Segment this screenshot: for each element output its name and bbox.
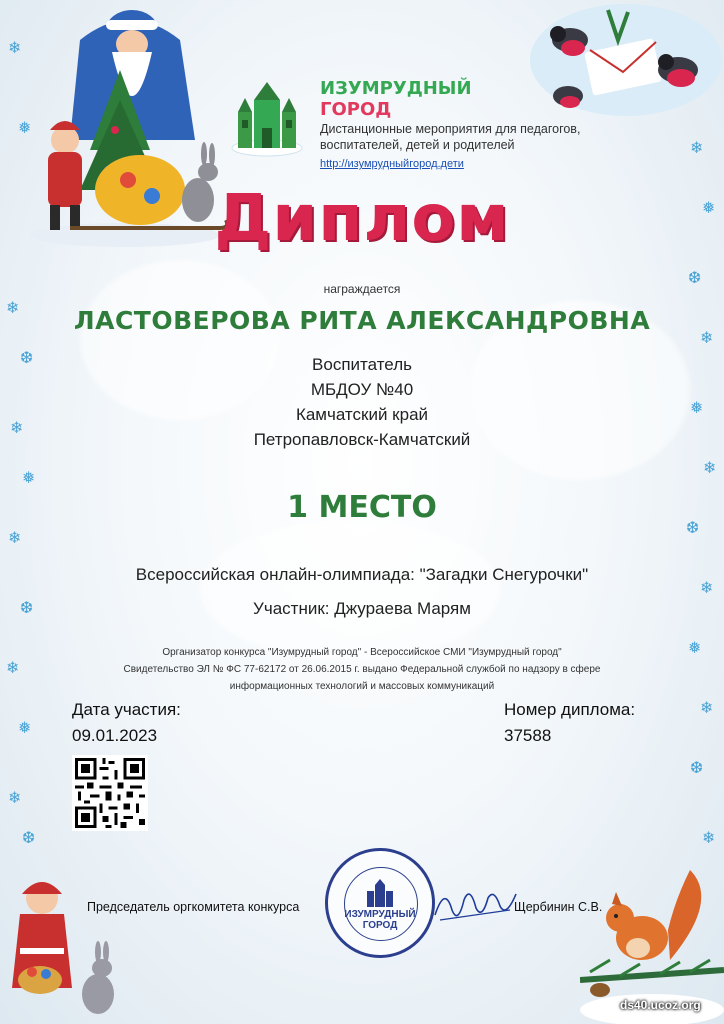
- participant-name: Участник: Джураева Марям: [253, 599, 471, 618]
- recipient-name: ЛАСТОВЕРОВА РИТА АЛЕКСАНДРОВНА: [73, 306, 651, 335]
- bullfinches-illustration: [528, 0, 724, 120]
- website-link[interactable]: http://изумрудныйгород.дети: [320, 158, 464, 170]
- handwritten-signature: [430, 880, 520, 930]
- emerald-castle-logo-icon: [230, 78, 304, 158]
- stamp-castle-icon: [365, 879, 395, 909]
- logo-title-line2: ГОРОД: [320, 99, 392, 120]
- organizer-line2: Свидетельство ЭЛ № ФС 77-62172 от 26.06.2015 г. выдано Федеральной службой по надзору в сфере: [123, 664, 601, 675]
- event-name: Всероссийская онлайн-олимпиада: "Загадки Снегурочки": [135, 565, 589, 584]
- girl-with-basket-illustration: [0, 868, 130, 1024]
- qr-code[interactable]: [72, 755, 148, 831]
- diploma-number-value: 37588: [504, 726, 552, 745]
- recipient-position: Воспитатель: [312, 355, 412, 374]
- award-place: 1 МЕСТО: [287, 490, 437, 525]
- awarded-label: награждается: [323, 282, 401, 296]
- recipient-city: Петропавловск-Камчатский: [253, 430, 471, 449]
- organizer-line3: информационных технологий и массовых коммуникаций: [229, 681, 495, 692]
- qr-code-icon: [72, 755, 148, 831]
- diploma-number-label: Номер диплома:: [504, 700, 636, 719]
- organization-stamp: [325, 848, 435, 958]
- recipient-institution: МБДОУ №40: [310, 380, 414, 399]
- stamp-text-line1: ИЗУМРУДНЫЙ: [344, 909, 416, 920]
- stamp-text: [328, 909, 432, 931]
- participation-date-value: 09.01.2023: [72, 726, 158, 745]
- logo-subtitle-line1: Дистанционные мероприятия для педагогов,: [320, 122, 581, 136]
- recipient-region: Камчатский край: [295, 405, 429, 424]
- participation-date-label: Дата участия:: [72, 700, 181, 719]
- frost-decoration: [200, 520, 500, 660]
- diploma-title: Диплом: [214, 182, 510, 256]
- chairman-name: Щербинин С.В.: [514, 900, 603, 914]
- stamp-text-line2: ГОРОД: [362, 920, 398, 931]
- watermark-text: ds40.ucoz.org: [620, 998, 701, 1012]
- chairman-label: Председатель оргкомитета конкурса: [87, 900, 300, 914]
- organizer-line1: Организатор конкурса "Изумрудный город" - Всероссийское СМИ "Изумрудный город": [162, 647, 562, 658]
- logo-title-line1: ИЗУМРУДНЫЙ: [320, 78, 472, 99]
- logo-subtitle-line2: воспитателей, детей и родителей: [320, 138, 515, 152]
